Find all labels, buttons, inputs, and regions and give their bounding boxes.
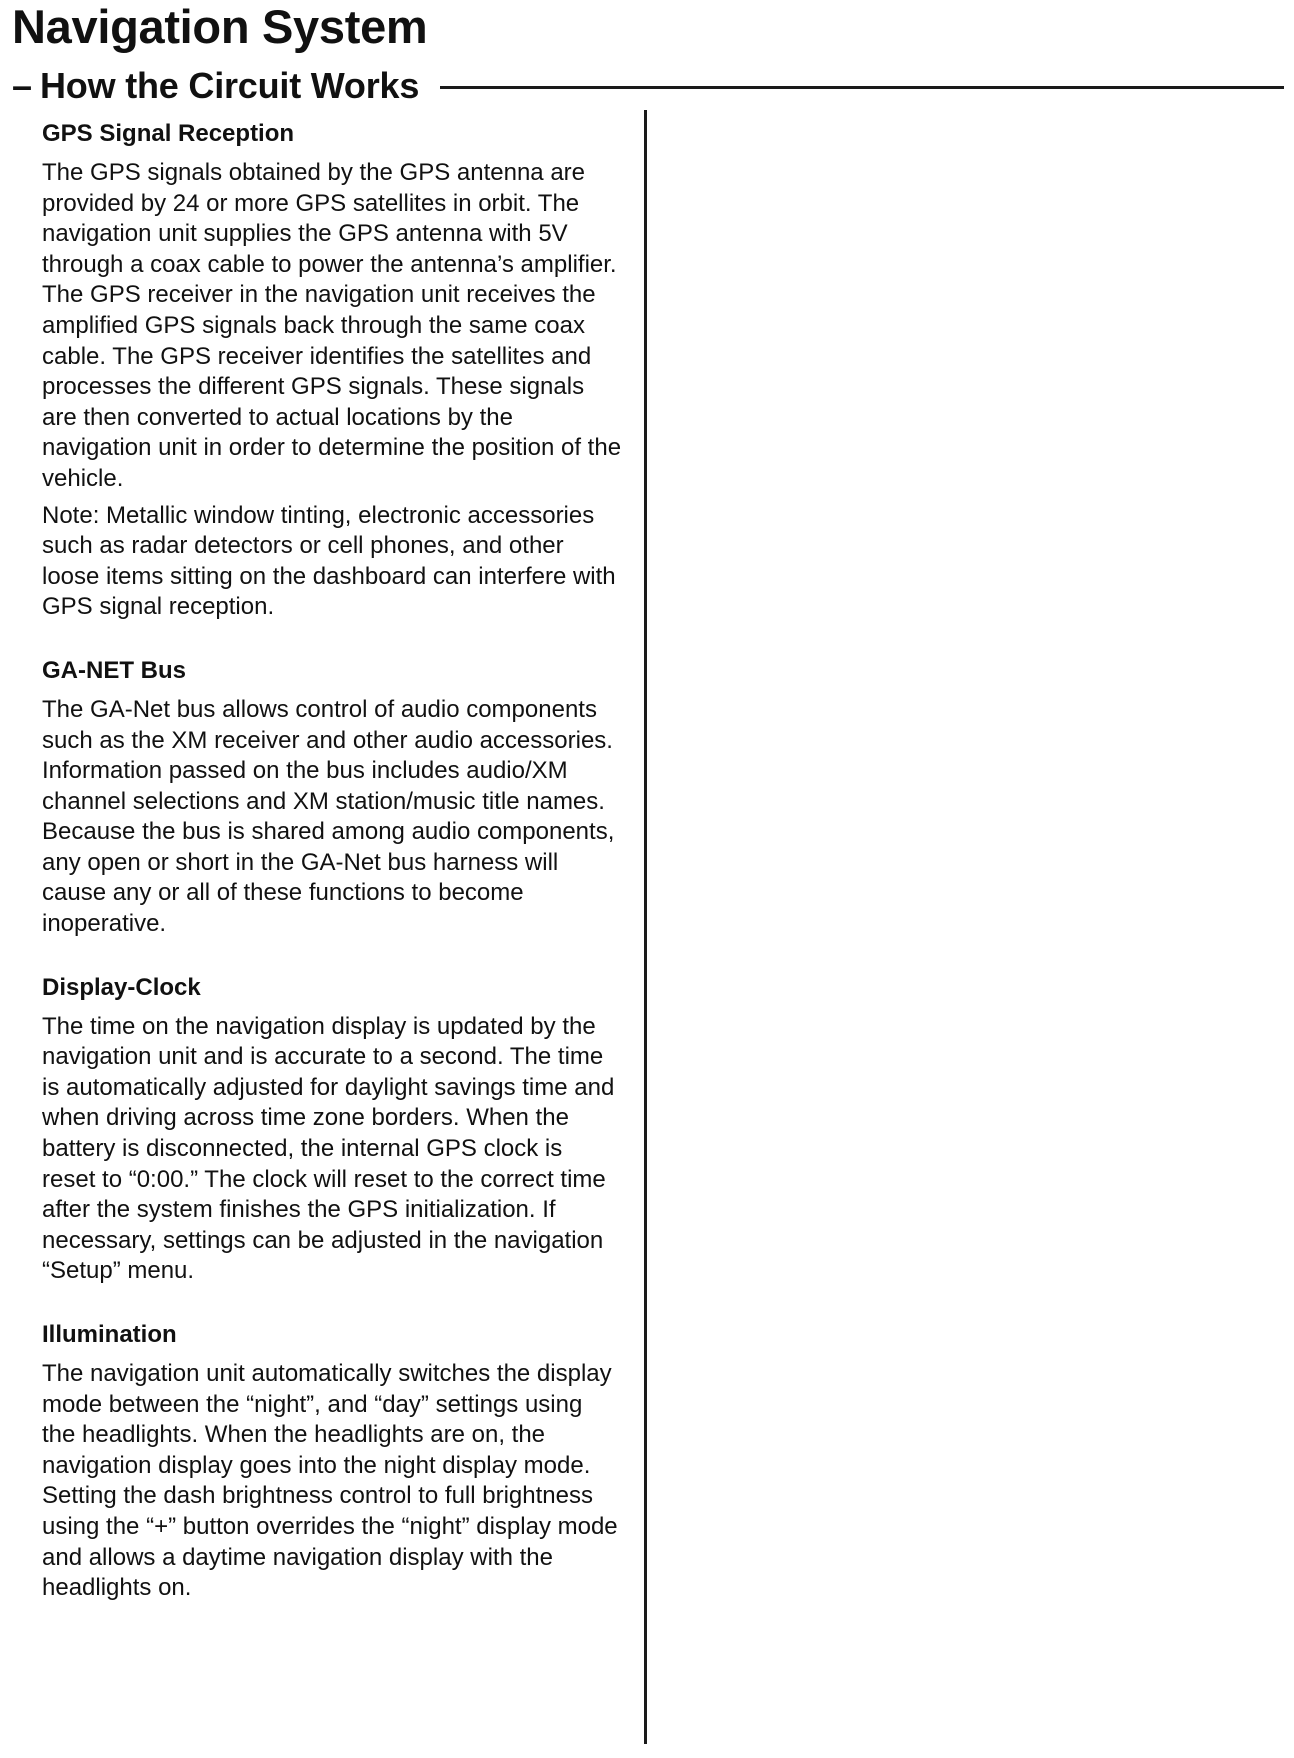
section-subtitle: How the Circuit Works: [40, 65, 420, 106]
body-paragraph: The GPS signals obtained by the GPS antenna are provided by 24 or more GPS satellites in orbit. The navigation unit supplies the GPS antenna with 5V through a coax cable to power the antenna’s amplifier. The GPS receiver in the navigation unit receives the amplified GPS signals back through the same coax cable. The GPS receiver identifies the satellites and processes the different GPS signals. These signals are then converted to actual locations by the navigation unit in order to determine the position of the vehicle.: [42, 159, 622, 492]
body-paragraph: The time on the navigation display is updated by the navigation unit and is accurate to a second. The time is automatically adjusted for daylight savings time and when driving across time zone borders. When the battery is disconnected, the internal GPS clock is reset to “0:00.” The clock will reset to the correct time after the system finishes the GPS initialization. If necessary, settings can be adjusted in the navigation “Setup” menu.: [42, 1012, 615, 1285]
subtitle-dash: –: [12, 65, 33, 106]
body-paragraph: The navigation unit automatically switches the display mode between the “night”, and “day” settings using the headlights. When the headlights are on, the navigation display goes into the night display mode. Setting the dash brightness control to full brightness using the “+” button overrides the “night” display mode and allows a daytime navigation display with the headlights on.: [42, 1360, 618, 1602]
column-divider: [644, 110, 647, 1744]
section-illumination: [42, 1319, 622, 1604]
body-paragraph: The GA-Net bus allows control of audio components such as the XM receiver and other audio accessories. Information passed on the bus includes audio/XM channel selections and XM station/music title names. Because the bus is shared among audio components, any open or short in the GA-Net bus harness will cause any or all of these functions to become inoperative.: [42, 695, 615, 938]
note-paragraph: Note: Metallic window tinting, electronic accessories such as radar detectors or cell phones, and other loose items sitting on the dashboard can interfere with GPS signal reception.: [42, 501, 616, 621]
section-display-clock: [42, 972, 622, 1287]
section-subtitle-row: [12, 62, 1284, 112]
page-title: Navigation System: [12, 0, 428, 53]
section-heading: GA-NET Bus: [42, 656, 186, 684]
subtitle-rule: [440, 86, 1284, 89]
section-heading: Display-Clock: [42, 973, 201, 1001]
section-heading: Illumination: [42, 1321, 177, 1348]
section-heading: GPS Signal Reception: [42, 120, 295, 147]
section-gps-signal-reception: [42, 118, 622, 623]
left-column: [42, 118, 622, 1636]
section-ga-net-bus: [42, 655, 622, 940]
